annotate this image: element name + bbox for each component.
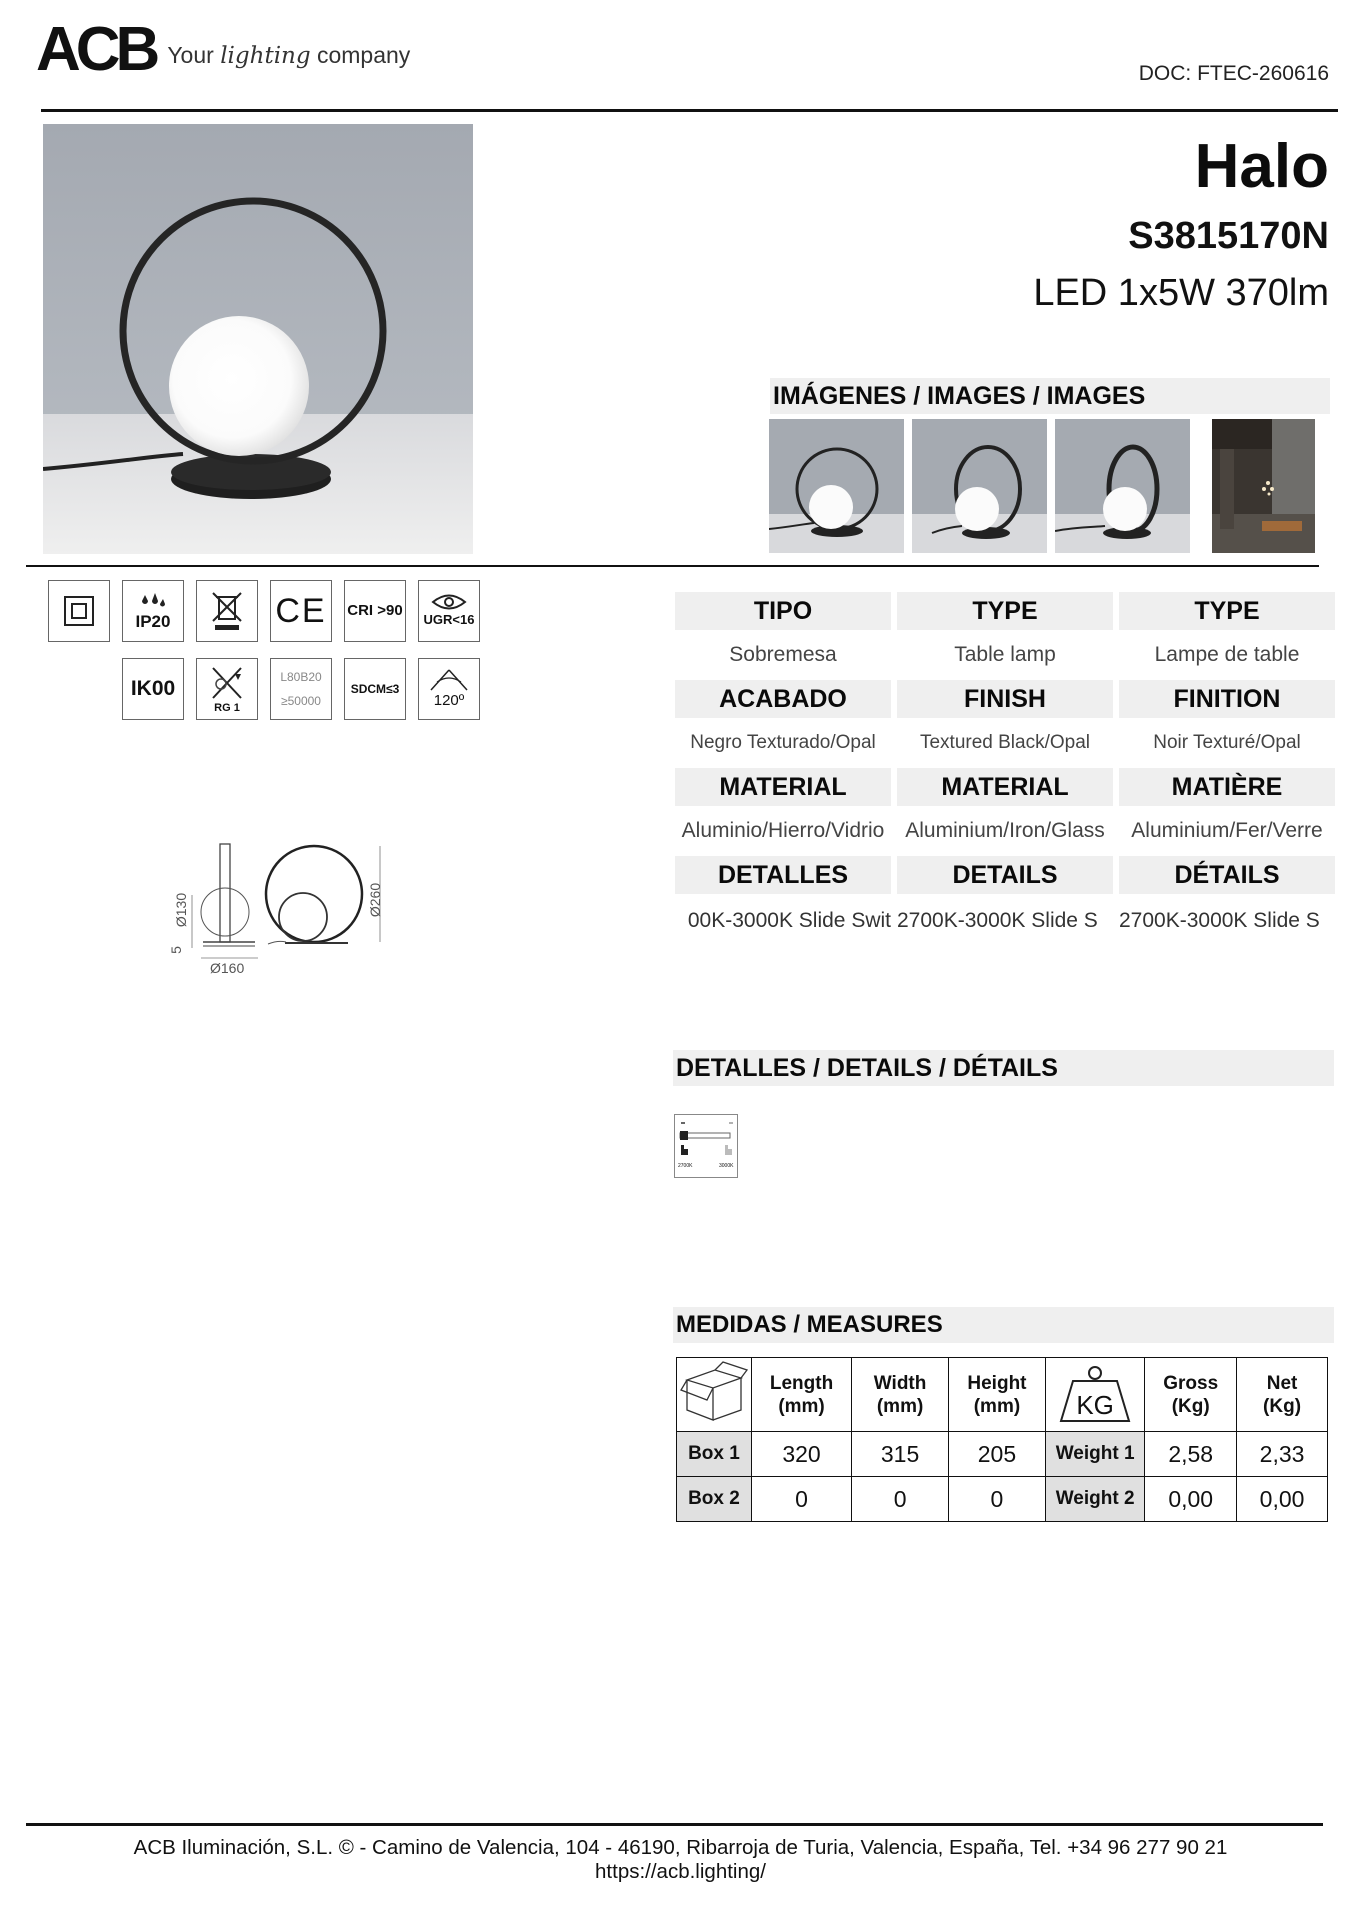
logo-tagline: Your lighting company bbox=[167, 42, 411, 69]
spec-row-details-val bbox=[675, 894, 1335, 944]
slide-switch-detail bbox=[674, 1114, 738, 1178]
spec-row-material-head bbox=[675, 768, 1335, 806]
spec-head-en: MATERIAL bbox=[897, 768, 1113, 806]
footer bbox=[0, 1836, 1361, 1884]
box-label: Box 1 bbox=[677, 1432, 752, 1477]
spec-val-es: Negro Texturado/Opal bbox=[690, 732, 876, 753]
spec-val-en: Table lamp bbox=[954, 643, 1056, 666]
images-rule bbox=[26, 565, 1319, 567]
dim-160-label: Ø160 bbox=[210, 960, 245, 976]
spec-row-type-head bbox=[675, 592, 1335, 630]
beam-angle-icon: 120º bbox=[418, 658, 480, 720]
spec-val-fr: Noir Texturé/Opal bbox=[1153, 732, 1301, 753]
rg1-icon: RG 1 bbox=[196, 658, 258, 720]
height-value: 0 bbox=[948, 1477, 1045, 1522]
ip20-icon: IP20 bbox=[122, 580, 184, 642]
dim-130-label: Ø130 bbox=[173, 892, 190, 928]
measures-header-row bbox=[677, 1358, 1328, 1432]
thumbnail-4[interactable] bbox=[1212, 419, 1315, 553]
gross-value: 2,58 bbox=[1145, 1432, 1237, 1477]
spec-head-es: DETALLES bbox=[675, 856, 891, 894]
slide-right-label: 3000K bbox=[719, 1163, 734, 1169]
spec-head-en: FINISH bbox=[897, 680, 1113, 718]
spec-row-material-val bbox=[675, 806, 1335, 856]
spec-row-finish-val bbox=[675, 718, 1335, 768]
spec-head-fr: DÉTAILS bbox=[1119, 856, 1335, 894]
box-label: Box 2 bbox=[677, 1477, 752, 1522]
cri-icon: CRI >90 bbox=[344, 580, 406, 642]
main-product-photo bbox=[43, 124, 473, 554]
details-section-title: DETALLES / DETAILS / DÉTAILS bbox=[673, 1050, 1334, 1086]
spec-val-fr: Aluminium/Fer/Verre bbox=[1131, 819, 1323, 842]
length-header: Length (mm) bbox=[751, 1358, 851, 1432]
spec-val-es: Sobremesa bbox=[729, 643, 837, 666]
height-header: Height (mm) bbox=[948, 1358, 1045, 1432]
measures-table bbox=[676, 1357, 1328, 1522]
ce-mark-icon: CE bbox=[270, 580, 332, 642]
weee-icon bbox=[196, 580, 258, 642]
product-power: LED 1x5W 370lm bbox=[1033, 272, 1329, 314]
images-section-title: IMÁGENES / IMAGES / IMAGES bbox=[770, 378, 1330, 414]
logo-mark: ACB bbox=[36, 15, 156, 84]
length-value: 0 bbox=[751, 1477, 851, 1522]
lifetime-icon: L80B20 ≥50000 bbox=[270, 658, 332, 720]
dim-260-label: Ø260 bbox=[367, 882, 384, 918]
product-name: Halo bbox=[1194, 132, 1329, 201]
spec-val-es: 00K-3000K Slide Swit bbox=[687, 909, 891, 932]
width-value: 0 bbox=[852, 1477, 949, 1522]
spec-head-fr: TYPE bbox=[1119, 592, 1335, 630]
product-title-block bbox=[1033, 130, 1329, 322]
spec-val-en: Textured Black/Opal bbox=[919, 732, 1091, 753]
kg-weight-icon bbox=[1045, 1358, 1144, 1432]
net-value: 0,00 bbox=[1237, 1477, 1328, 1522]
gross-value: 0,00 bbox=[1145, 1477, 1237, 1522]
spec-val-en: Aluminium/Iron/Glass bbox=[905, 819, 1105, 842]
product-code: S3815170N bbox=[1128, 215, 1329, 257]
spec-head-es: ACABADO bbox=[675, 680, 891, 718]
height-value: 205 bbox=[948, 1432, 1045, 1477]
dimension-drawing bbox=[168, 840, 398, 980]
spec-head-en: TYPE bbox=[897, 592, 1113, 630]
measures-row-box1 bbox=[677, 1432, 1328, 1477]
length-value: 320 bbox=[751, 1432, 851, 1477]
document-code: DOC: FTEC-260616 bbox=[1138, 62, 1329, 85]
net-header: Net (Kg) bbox=[1237, 1358, 1328, 1432]
gross-header: Gross (Kg) bbox=[1145, 1358, 1237, 1432]
width-header: Width (mm) bbox=[852, 1358, 949, 1432]
spec-row-finish-head bbox=[675, 680, 1335, 718]
weight-label: Weight 1 bbox=[1045, 1432, 1144, 1477]
footer-rule bbox=[26, 1823, 1323, 1826]
spec-val-es: Aluminio/Hierro/Vidrio bbox=[681, 819, 885, 842]
slide-left-label: 2700K bbox=[678, 1163, 693, 1169]
brand-logo bbox=[36, 15, 411, 84]
ugr-icon: UGR<16 bbox=[418, 580, 480, 642]
sdcm-icon: SDCM≤3 bbox=[344, 658, 406, 720]
spec-table bbox=[675, 592, 1335, 944]
ik00-icon: IK00 bbox=[122, 658, 184, 720]
net-value: 2,33 bbox=[1237, 1432, 1328, 1477]
measures-row-box2 bbox=[677, 1477, 1328, 1522]
weight-label: Weight 2 bbox=[1045, 1477, 1144, 1522]
spec-row-details-head bbox=[675, 856, 1335, 894]
footer-website-link[interactable]: https://acb.lighting/ bbox=[595, 1860, 766, 1883]
box-icon bbox=[677, 1358, 752, 1432]
spec-head-es: TIPO bbox=[675, 592, 891, 630]
thumbnail-3[interactable] bbox=[1055, 419, 1190, 553]
spec-head-fr: FINITION bbox=[1119, 680, 1335, 718]
thumbnail-1[interactable] bbox=[769, 419, 904, 553]
spec-val-fr: Lampe de table bbox=[1154, 643, 1300, 666]
spec-val-en: 2700K-3000K Slide S bbox=[897, 909, 1098, 932]
spec-head-en: DETAILS bbox=[897, 856, 1113, 894]
spec-row-type-val bbox=[675, 630, 1335, 680]
thumbnail-2[interactable] bbox=[912, 419, 1047, 553]
spec-head-fr: MATIÈRE bbox=[1119, 768, 1335, 806]
header-rule bbox=[41, 109, 1338, 112]
spec-head-es: MATERIAL bbox=[675, 768, 891, 806]
footer-address: ACB Iluminación, S.L. © - Camino de Valencia, 104 - 46190, Ribarroja de Turia, Valencia, España, Tel. +34 96 277 90 21 bbox=[133, 1836, 1228, 1859]
class-ii-icon bbox=[48, 580, 110, 642]
spec-val-fr: 2700K-3000K Slide S bbox=[1119, 909, 1320, 932]
dim-5-label: 5 bbox=[167, 946, 184, 954]
measures-section-title: MEDIDAS / MEASURES bbox=[673, 1307, 1334, 1343]
kg-label: KG bbox=[1076, 1389, 1114, 1420]
width-value: 315 bbox=[852, 1432, 949, 1477]
